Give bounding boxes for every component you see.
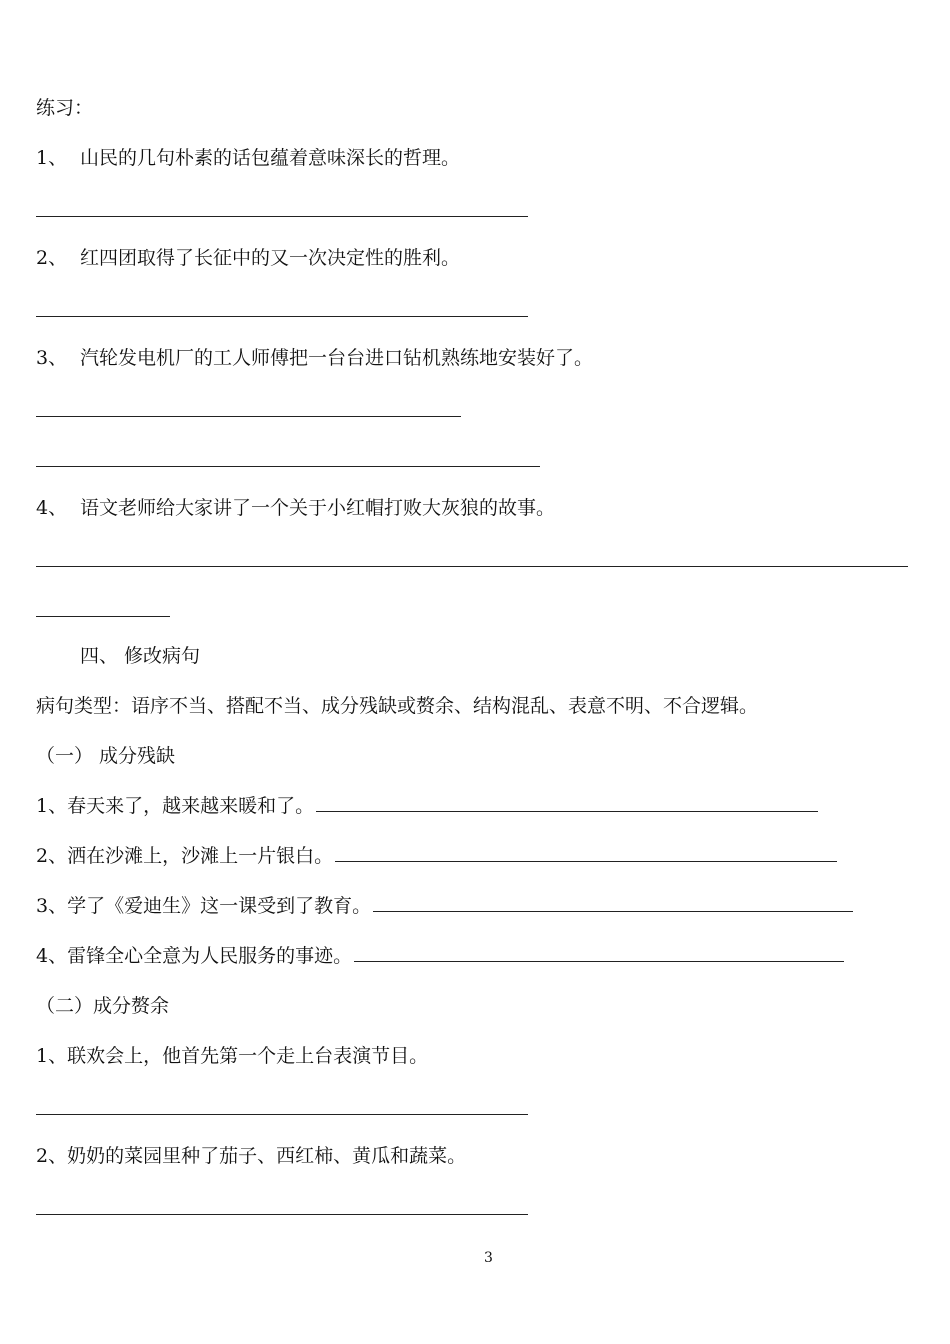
answer-line[interactable] bbox=[36, 1214, 528, 1215]
part1-item-2 bbox=[36, 844, 837, 868]
item-number: 3、 bbox=[36, 347, 68, 369]
part1-item-1 bbox=[36, 794, 818, 818]
practice-heading: 练习： bbox=[36, 97, 94, 119]
item-text: 汽轮发电机厂的工人师傅把一台台进口钻机熟练地安装好了。 bbox=[80, 347, 594, 369]
item-text: 红四团取得了长征中的又一次决定性的胜利。 bbox=[80, 247, 461, 269]
answer-line[interactable] bbox=[316, 797, 818, 812]
section-title: 四、 修改病句 bbox=[80, 645, 201, 667]
practice-item-3 bbox=[36, 346, 593, 370]
part2-item-2: 2、奶奶的菜园里种了茄子、西红柿、黄瓜和蔬菜。 bbox=[36, 1145, 467, 1167]
item-text: 3、学了《爱迪生》这一课受到了教育。 bbox=[36, 895, 372, 917]
part1-item-3 bbox=[36, 894, 853, 918]
answer-line[interactable] bbox=[36, 316, 528, 317]
item-text: 2、洒在沙滩上，沙滩上一片银白。 bbox=[36, 845, 334, 867]
item-number: 2、 bbox=[36, 247, 68, 269]
part1-title: （一） 成分残缺 bbox=[36, 745, 176, 767]
item-text: 4、雷锋全心全意为人民服务的事迹。 bbox=[36, 945, 353, 967]
item-text: 语文老师给大家讲了一个关于小红帽打败大灰狼的故事。 bbox=[80, 497, 556, 519]
practice-item-2 bbox=[36, 246, 460, 270]
answer-line[interactable] bbox=[36, 1114, 528, 1115]
practice-item-1 bbox=[36, 146, 460, 170]
item-number: 1、 bbox=[36, 147, 68, 169]
answer-line[interactable] bbox=[373, 897, 853, 912]
answer-line[interactable] bbox=[36, 416, 461, 417]
item-text: 山民的几句朴素的话包蕴着意味深长的哲理。 bbox=[80, 147, 461, 169]
error-types: 病句类型：语序不当、搭配不当、成分残缺或赘余、结构混乱、表意不明、不合逻辑。 bbox=[36, 695, 759, 717]
item-number: 4、 bbox=[36, 497, 68, 519]
answer-line[interactable] bbox=[354, 947, 844, 962]
page-number: 3 bbox=[484, 1250, 493, 1266]
part2-item-1: 1、联欢会上，他首先第一个走上台表演节目。 bbox=[36, 1045, 429, 1067]
answer-line[interactable] bbox=[36, 616, 170, 617]
practice-item-4 bbox=[36, 496, 555, 520]
answer-line[interactable] bbox=[36, 566, 908, 567]
answer-line[interactable] bbox=[36, 466, 540, 467]
part2-title: （二）成分赘余 bbox=[36, 995, 170, 1017]
part1-item-4 bbox=[36, 944, 844, 968]
item-text: 1、春天来了，越来越来暖和了。 bbox=[36, 795, 315, 817]
answer-line[interactable] bbox=[36, 216, 528, 217]
answer-line[interactable] bbox=[335, 847, 837, 862]
